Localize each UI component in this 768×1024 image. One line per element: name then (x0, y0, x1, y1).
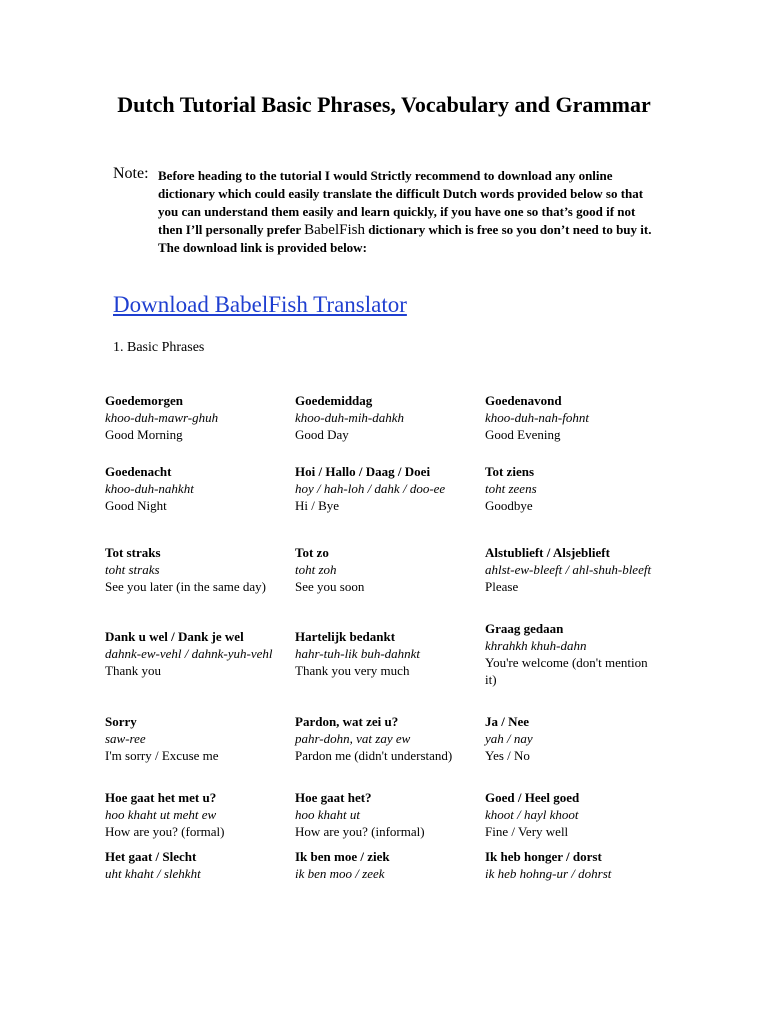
phrase-pronunciation: hoo khaht ut meht ew (105, 807, 217, 822)
page-title: Dutch Tutorial Basic Phrases, Vocabulary and Grammar (117, 92, 651, 117)
phrase-dutch: Goedemorgen (105, 392, 183, 408)
phrase-pronunciation: hoy / hah-loh / dahk / doo-ee (295, 481, 446, 496)
phrase-english: I'm sorry / Excuse me (105, 747, 219, 763)
phrase-cell (295, 526, 485, 612)
phrase-dutch: Het gaat / Slecht (105, 849, 197, 864)
phrase-pronunciation: khrahkh khuh-dahn (485, 637, 587, 653)
phrase-english: Good Day (295, 426, 349, 442)
phrase-dutch: Tot zo (295, 544, 329, 560)
section-heading: 1. Basic Phrases (113, 340, 205, 355)
phrase-cell (105, 383, 295, 451)
phrase-pronunciation: ahlst-ew-bleeft / ahl-shuh-bleeft (485, 561, 652, 577)
phrase-pronunciation: toht zeens (485, 481, 537, 496)
phrase-dutch: Goedenavond (485, 392, 562, 408)
phrase-english: Pardon me (didn't understand) (295, 747, 453, 763)
phrase-cell (295, 781, 485, 848)
phrase-dutch: Goed / Heel goed (485, 790, 580, 805)
phrase-grid (105, 383, 665, 898)
phrase-dutch: Hartelijk bedankt (295, 629, 396, 644)
phrase-pronunciation: pahr-dohn, vat zay ew (295, 730, 411, 746)
note-brand: BabelFish (304, 222, 365, 238)
phrase-dutch: Goedenacht (105, 464, 172, 479)
phrase-pronunciation: hoo khaht ut (295, 807, 360, 822)
phrase-cell (105, 848, 295, 898)
phrase-dutch: Ja / Nee (485, 713, 530, 729)
phrase-english: Fine / Very well (485, 824, 569, 839)
phrase-pronunciation: hahr-tuh-lik buh-dahnkt (295, 646, 421, 661)
phrase-cell (105, 451, 295, 526)
phrase-english: Goodbye (485, 498, 533, 513)
phrase-cell (295, 695, 485, 781)
phrase-cell (295, 848, 485, 898)
phrase-english: Yes / No (485, 747, 530, 763)
phrase-english: How are you? (formal) (105, 824, 225, 839)
phrase-english: Thank you (105, 663, 161, 678)
phrase-dutch: Sorry (105, 713, 137, 729)
note-text-before: Before heading to the tutorial I would Strictly recommend to download any online dictionary which could easily translate the difficult Dutch words provided below so that you can understand them easily and learn quickly, if you have one so that’s good if not then I’ll personally prefer (158, 168, 644, 237)
phrase-cell (485, 451, 665, 526)
phrase-cell (105, 612, 295, 695)
phrase-cell (485, 383, 665, 451)
phrase-cell (485, 526, 665, 612)
phrase-english: Thank you very much (295, 663, 410, 678)
phrase-pronunciation: khoot / hayl khoot (485, 807, 579, 822)
phrase-pronunciation: khoo-duh-nahkht (105, 481, 194, 496)
note-text-after: dictionary which is free so you don’t need to buy it. The download link is provided below: (158, 222, 652, 255)
phrase-dutch: Tot ziens (485, 464, 534, 479)
phrase-english: Please (485, 578, 519, 594)
phrase-dutch: Dank u wel / Dank je wel (105, 629, 244, 644)
phrase-dutch: Ik ben moe / ziek (295, 849, 390, 864)
phrase-pronunciation: khoo-duh-nah-fohnt (485, 409, 589, 425)
phrase-english: See you soon (295, 578, 365, 594)
phrase-dutch: Graag gedaan (485, 620, 564, 636)
phrase-pronunciation: toht zoh (295, 561, 337, 577)
phrase-pronunciation: dahnk-ew-vehl / dahnk-yuh-vehl (105, 646, 273, 661)
phrase-pronunciation: yah / nay (485, 730, 533, 746)
phrase-dutch: Hoe gaat het met u? (105, 790, 217, 805)
phrase-english: Good Morning (105, 426, 183, 442)
phrase-dutch: Goedemiddag (295, 392, 373, 408)
phrase-cell (295, 383, 485, 451)
phrase-english: How are you? (informal) (295, 824, 425, 839)
phrase-cell (485, 695, 665, 781)
phrase-pronunciation: khoo-duh-mih-dahkh (295, 409, 405, 425)
note-text (158, 167, 658, 257)
phrase-cell (295, 451, 485, 526)
phrase-english: You're welcome (don't mention it) (485, 654, 648, 687)
phrase-cell (485, 612, 665, 695)
phrase-english: Good Evening (485, 426, 561, 442)
phrase-dutch: Alstublieft / Alsjeblieft (485, 544, 610, 560)
phrase-cell (485, 781, 665, 848)
phrase-english: Good Night (105, 498, 167, 513)
phrase-dutch: Tot straks (105, 544, 161, 560)
phrase-english: Hi / Bye (295, 498, 340, 513)
phrase-pronunciation: ik heb hohng-ur / dohrst (485, 866, 612, 881)
phrase-pronunciation: toht straks (105, 561, 160, 577)
phrase-cell (105, 695, 295, 781)
phrase-cell (295, 612, 485, 695)
phrase-dutch: Hoi / Hallo / Daag / Doei (295, 464, 431, 479)
phrase-pronunciation: saw-ree (105, 730, 146, 746)
phrase-english: See you later (in the same day) (105, 578, 266, 594)
note-label: Note: (113, 165, 149, 182)
download-babelfish-link[interactable]: Download BabelFish Translator (113, 292, 407, 317)
phrase-pronunciation: khoo-duh-mawr-ghuh (105, 409, 219, 425)
phrase-cell (105, 526, 295, 612)
phrase-dutch: Ik heb honger / dorst (485, 849, 602, 864)
phrase-dutch: Pardon, wat zei u? (295, 713, 399, 729)
phrase-pronunciation: uht khaht / slehkht (105, 866, 201, 881)
phrase-pronunciation: ik ben moo / zeek (295, 866, 385, 881)
phrase-dutch: Hoe gaat het? (295, 790, 372, 805)
phrase-cell (485, 848, 665, 898)
phrase-cell (105, 781, 295, 848)
